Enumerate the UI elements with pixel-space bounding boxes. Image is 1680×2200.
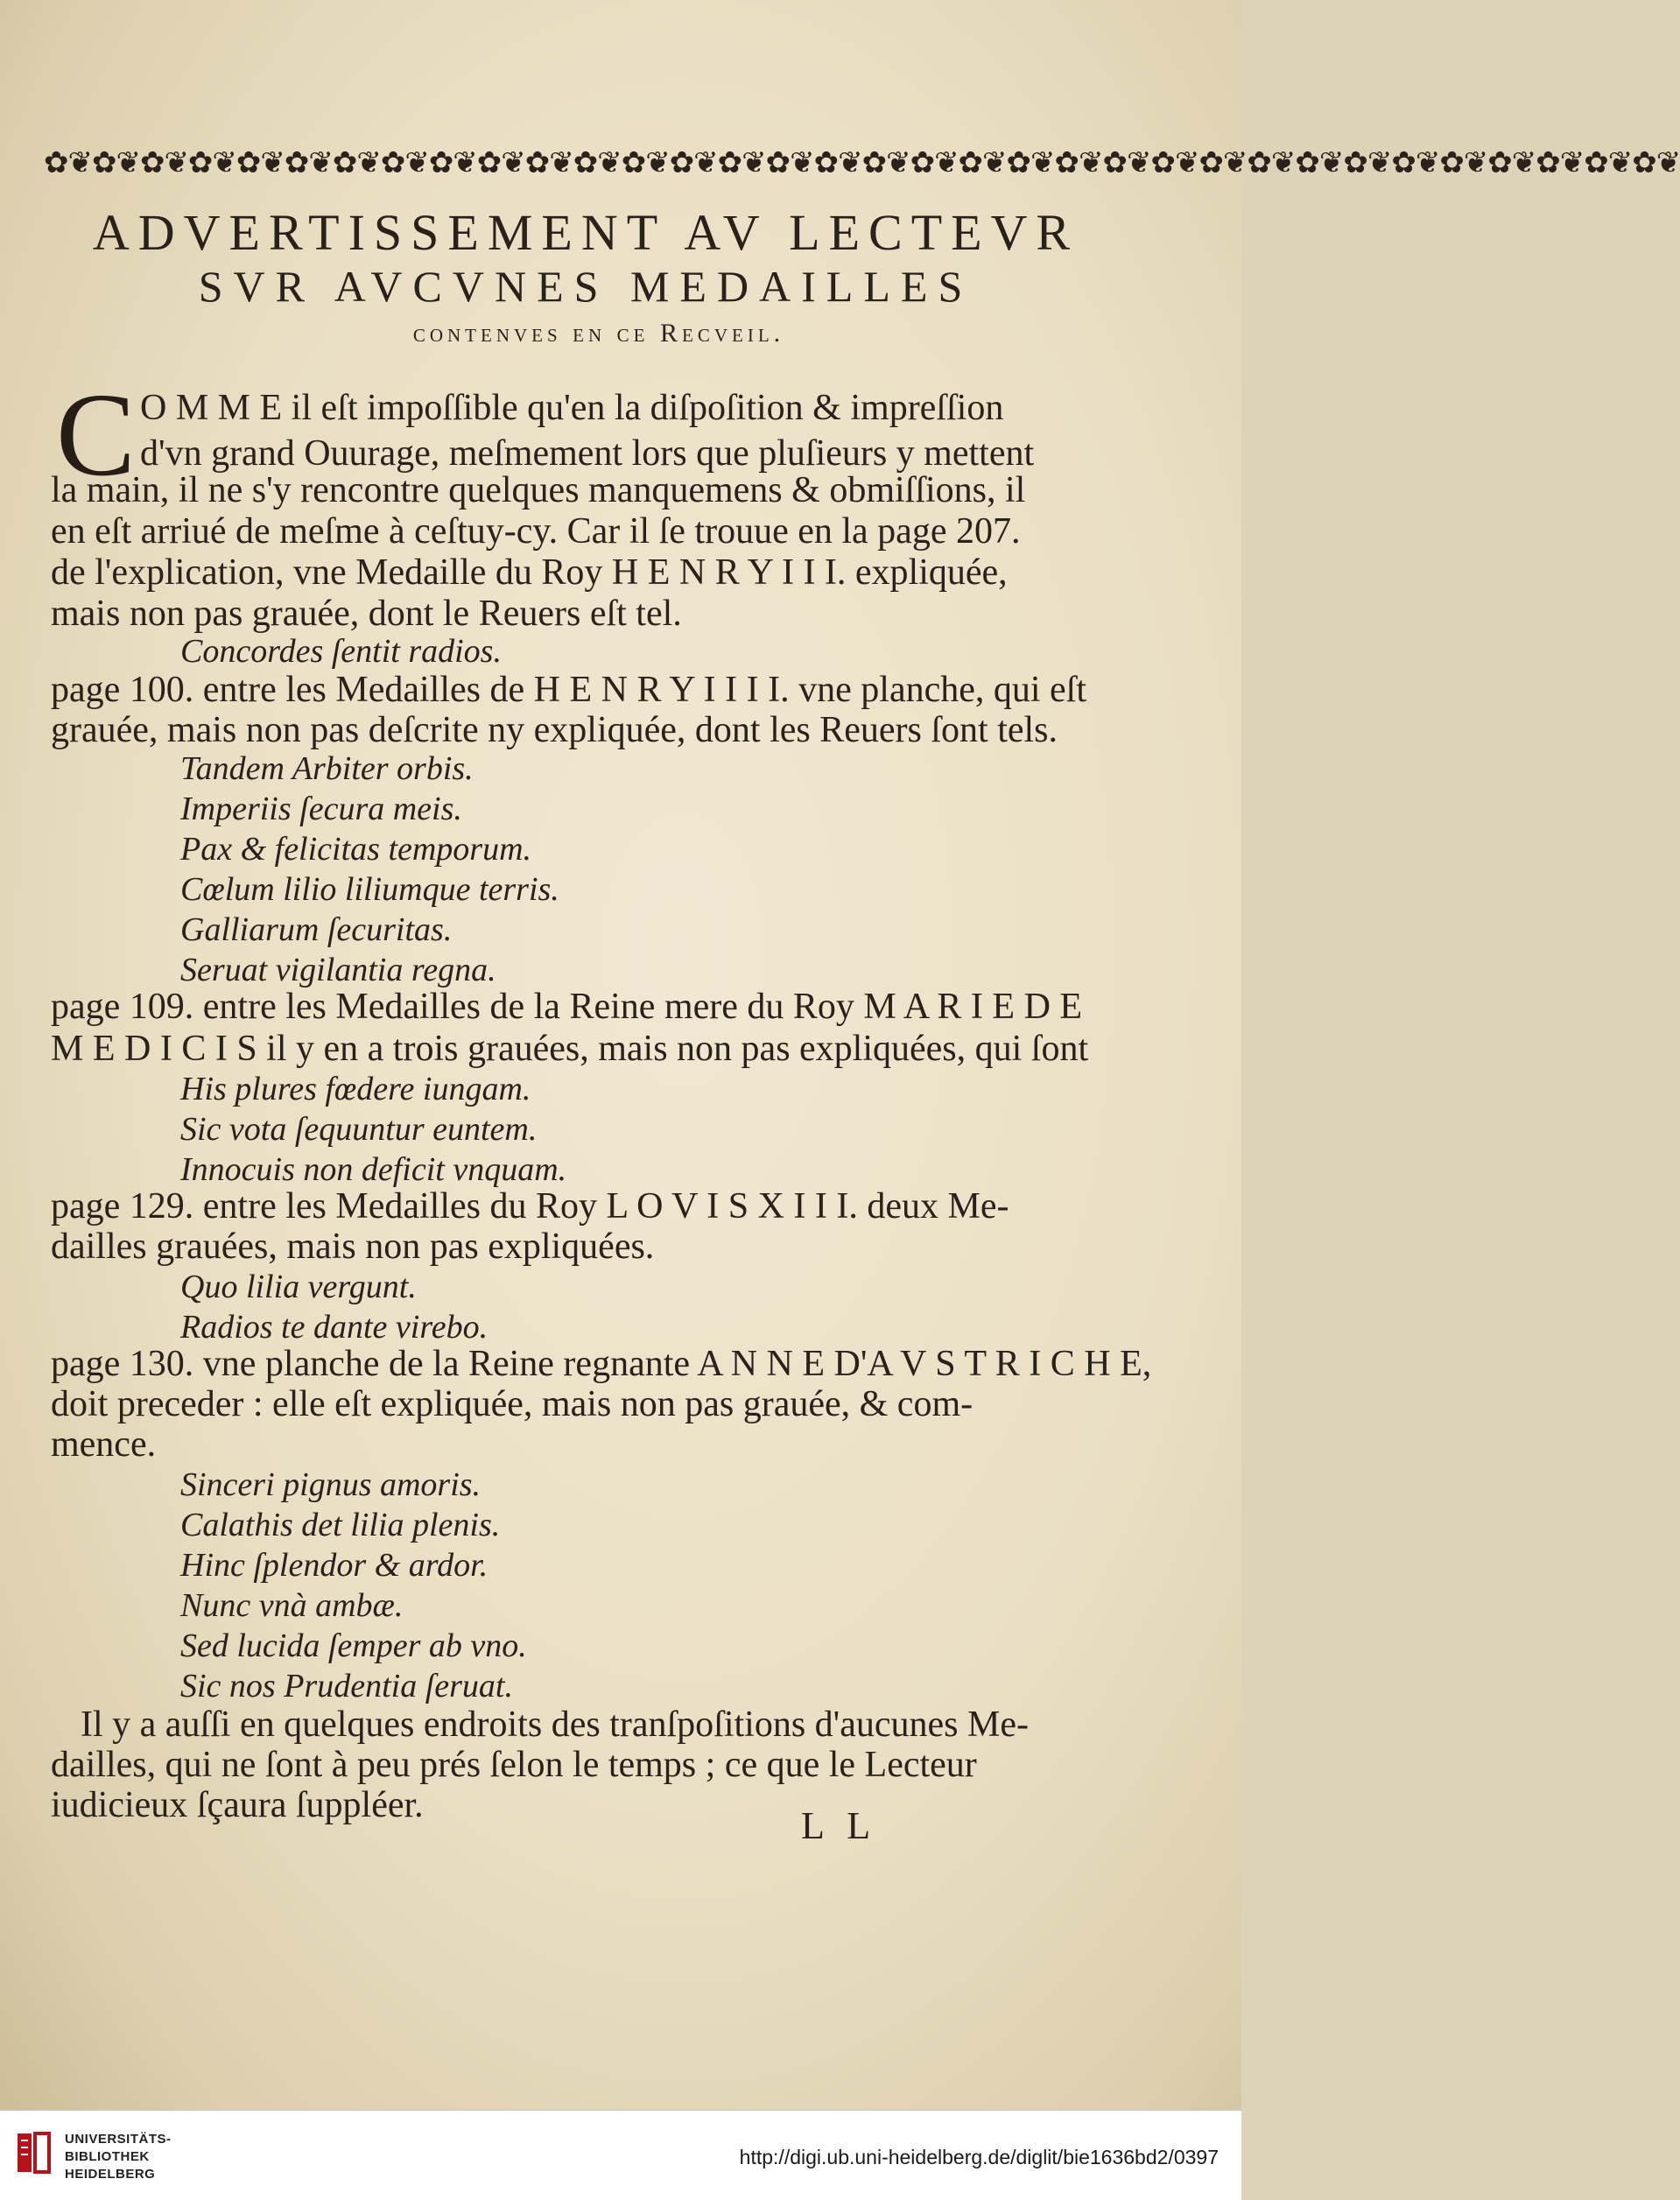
library-name-line-2: BIBLIOTHEK	[65, 2149, 150, 2164]
medal-motto: His plures fœdere iungam.	[180, 1071, 531, 1107]
text-line: page 129. entre les Medailles du Roy L O V I S X I I I. deux Me-	[51, 1186, 1009, 1227]
medal-motto: Sic vota ſequuntur euntem.	[180, 1111, 538, 1148]
drop-cap: C	[56, 369, 136, 501]
medal-motto: Imperiis ſecura meis.	[180, 791, 462, 827]
viewer-footer	[0, 2110, 1241, 2200]
medal-motto: Hinc ſplendor & ardor.	[180, 1547, 489, 1584]
text-line: dailles, qui ne ſont à peu prés ſelon le temps ; ce que le Lecteur	[51, 1745, 977, 1785]
medal-motto: Quo lilia vergunt.	[180, 1269, 417, 1305]
decorative-ornament-band: ✿❦✿❦✿❦✿❦✿❦✿❦✿❦✿❦✿❦✿❦✿❦✿❦✿❦✿❦✿❦✿❦✿❦✿❦✿❦✿❦✿❦✿❦✿❦✿❦✿❦✿❦✿❦✿❦✿❦✿❦✿❦✿❦✿❦✿❦	[44, 145, 1680, 180]
text-line: O M M E il eſt impoſſible qu'en la diſpoſition & impreſſion	[140, 388, 1004, 428]
medal-motto: Radios te dante virebo.	[180, 1309, 489, 1346]
library-name-line-3: HEIDELBERG	[65, 2167, 156, 2182]
heading-line-2: SVR AVCVNES MEDAILLES	[198, 262, 974, 311]
text-line: M E D I C I S il y en a trois grauées, mais non pas expliquées, qui ſont	[51, 1029, 1089, 1069]
library-name-line-1: UNIVERSITÄTS-	[65, 2132, 172, 2147]
text-line: doit preceder : elle eſt expliquée, mais non pas grauée, & com-	[51, 1384, 974, 1424]
medal-motto: Galliarum ſecuritas.	[180, 911, 453, 948]
text-line: dailles grauées, mais non pas expliquées.	[51, 1227, 655, 1267]
medal-motto: Nunc vnà ambæ.	[180, 1587, 404, 1624]
text-line: page 109. entre les Medailles de la Reine mere du Roy M A R I E D E	[51, 987, 1083, 1027]
medal-motto: Calathis det lilia plenis.	[180, 1507, 501, 1543]
text-line: grauée, mais non pas deſcrite ny expliquée, dont les Reuers ſont tels.	[51, 710, 1058, 750]
medal-motto: Innocuis non deficit vnquam.	[180, 1151, 567, 1188]
medal-motto: Pax & felicitas temporum.	[180, 831, 532, 868]
heading-line-3: contenves en ce Recveil.	[412, 319, 785, 348]
library-logo-icon	[12, 2128, 54, 2177]
text-line: Il y a auſſi en quelques endroits des tranſpoſitions d'aucunes Me-	[81, 1704, 1029, 1745]
medal-motto: Tandem Arbiter orbis.	[180, 750, 474, 787]
text-line: de l'explication, vne Medaille du Roy H E N R Y I I I. expliquée,	[51, 552, 1008, 593]
medal-motto: Sinceri pignus amoris.	[180, 1466, 482, 1503]
text-line: mence.	[51, 1424, 157, 1465]
text-line: d'vn grand Ouurage, meſmement lors que pluſieurs y mettent	[140, 433, 1035, 474]
signature-mark: L L	[801, 1804, 878, 1847]
text-line: iudicieux ſçaura ſuppléer.	[51, 1785, 424, 1825]
heading-line-1: ADVERTISSEMENT AV LECTEVR	[92, 204, 1079, 261]
text-line: mais non pas grauée, dont le Reuers eſt tel.	[51, 594, 682, 634]
text-line: en eſt arriué de meſme à ceſtuy-cy. Car il ſe trouue en la page 207.	[51, 511, 1021, 552]
text-line: page 100. entre les Medailles de H E N R Y I I I I. vne planche, qui eſt	[51, 670, 1087, 710]
medal-motto: Cœlum lilio liliumque terris.	[180, 871, 559, 908]
medal-motto: Sic nos Prudentia ſeruat.	[180, 1668, 513, 1704]
permalink-url[interactable]: http://digi.ub.uni-heidelberg.de/diglit/bie1636bd2/0397	[739, 2146, 1219, 2168]
medal-motto: Sed lucida ſemper ab vno.	[180, 1627, 527, 1664]
text-line: la main, il ne s'y rencontre quelques manquemens & obmiſſions, il	[51, 470, 1026, 510]
medal-motto: Seruat vigilantia regna.	[180, 952, 496, 988]
medal-motto: Concordes ſentit radios.	[180, 633, 502, 670]
text-line: page 130. vne planche de la Reine regnante A N N E D'A V S T R I C H E,	[51, 1344, 1152, 1384]
